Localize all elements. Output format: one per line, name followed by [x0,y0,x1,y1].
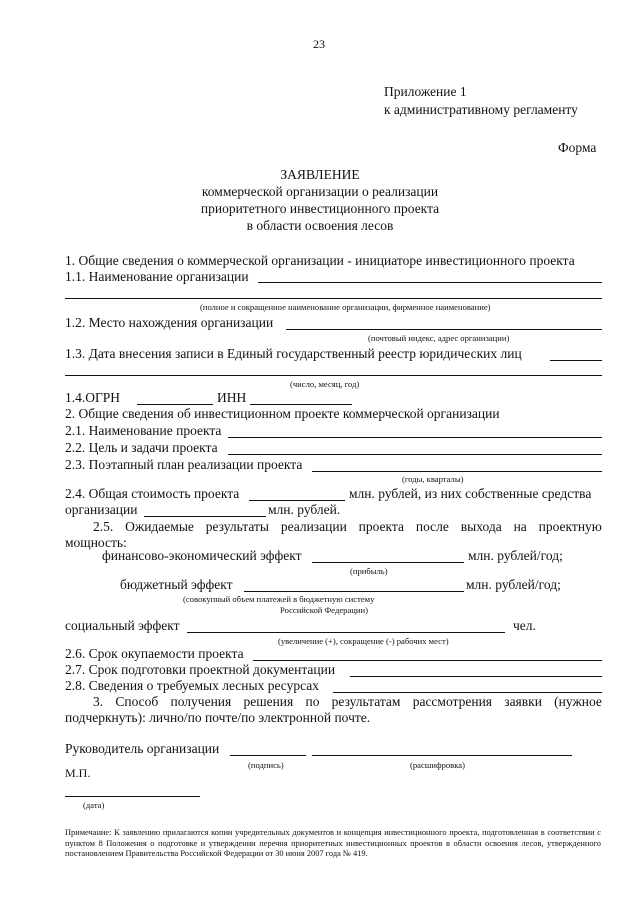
page-number: 23 [313,37,325,51]
ogrn-line [137,404,213,405]
project-cost-line [249,500,345,501]
document-title: ЗАЯВЛЕНИЕ [280,167,360,182]
financial-effect-line [312,562,464,563]
appendix-number: Приложение 1 [384,84,467,99]
word: 3. [93,694,104,709]
social-effect-label: социальный эффект [65,618,180,633]
inn-label: ИНН [217,390,247,405]
title-line-3: приоритетного инвестиционного проекта [200,201,440,216]
appendix-reference: к административному регламенту [384,102,578,117]
word: выхода [460,519,502,534]
inn-line [250,404,352,405]
word: получения [170,694,232,709]
project-cost-suffix: млн. рублей, из них собственные средства [349,486,592,501]
word: (нужное [554,694,602,709]
word: Ожидаемые [125,519,194,534]
section2-heading: 2. Общие сведения об инвестиционном проекте коммерческой организации [65,406,500,421]
org-location-hint: (почтовый индекс, адрес организации) [368,333,510,343]
date-line [65,796,200,797]
social-effect-hint: (увеличение (+), сокращение (-) рабочих мест) [278,636,449,646]
org-name-hint: (полное и сокращенное наименование организации, фирменное наименование) [200,302,491,312]
word: проектную [538,519,602,534]
social-effect-unit: чел. [513,618,536,633]
project-plan-hint: (годы, кварталы) [402,474,464,484]
word: решения [243,694,294,709]
decision-method-label [65,694,602,710]
financial-effect-unit: млн. рублей/год; [468,548,563,563]
documentation-period-line [350,676,602,677]
registry-date-line-2 [65,375,602,376]
project-goals-line [228,454,602,455]
org-location-label: 1.2. Место нахождения организации [65,315,274,330]
signature-hint: (подпись) [248,760,284,770]
budget-effect-label: бюджетный эффект [120,577,233,592]
date-hint: (дата) [83,800,105,810]
word: 2.5. [93,519,114,534]
org-name-label: 1.1. Наименование организации [65,269,249,284]
own-funds-unit: млн. рублей. [268,502,341,517]
word: результаты [205,519,269,534]
registry-date-hint: (число, месяц, год) [290,379,360,389]
expected-results-label [65,519,602,535]
forest-resources-label: 2.8. Сведения о требуемых лесных ресурсах [65,678,319,693]
org-name-line [258,282,602,283]
documentation-period-label: 2.7. Срок подготовки проектной документации [65,662,336,677]
project-name-label: 2.1. Наименование проекта [65,423,222,438]
project-plan-line [312,471,602,472]
budget-effect-hint-2: Российской Федерации) [280,605,368,615]
footnote: Примечание: К заявлению прилагаются копии учредительных документов и концепция инвестиционного проекта, подготовленная в соответствии с пунктом 8 Положения о подготовке и утверждении перечня приоритетных инвестиционных проектов в области освоения лесов, утвержденного постановлением Правительства Российской Федерации от 30 июня 2007 года № 419. [65,828,601,858]
capacity-label: мощность: [65,535,127,550]
word: заявки [504,694,542,709]
head-of-organization-label: Руководитель организации [65,741,220,756]
section1-heading: 1. Общие сведения о коммерческой организации - инициаторе инвестиционного проекта [65,253,575,268]
title-line-2: коммерческой организации о реализации [201,184,439,199]
project-cost-label: 2.4. Общая стоимость проекта [65,486,240,501]
signature-line [230,755,306,756]
own-funds-line [144,516,266,517]
social-effect-line [187,632,505,633]
budget-effect-line [244,591,464,592]
registry-date-label: 1.3. Дата внесения записи в Единый государственный реестр юридических лиц [65,346,522,361]
project-goals-label: 2.2. Цель и задачи проекта [65,440,218,455]
budget-effect-unit: млн. рублей/год; [466,577,561,592]
word: рассмотрения [412,694,493,709]
own-funds-label: организации [65,502,138,517]
decode-hint: (расшифровка) [410,760,465,770]
decision-method-options: подчеркнуть): лично/по почте/по электронной почте. [65,710,371,725]
org-name-line-2 [65,298,602,299]
title-line-4: в области освоения лесов [246,218,394,233]
ogrn-label: 1.4.ОГРН [65,390,121,405]
financial-effect-hint: (прибыль) [350,566,388,576]
org-location-line [286,329,602,330]
financial-effect-label: финансово-экономический эффект [102,548,302,563]
project-plan-label: 2.3. Поэтапный план реализации проекта [65,457,303,472]
word: по [305,694,320,709]
word: на [513,519,527,534]
registry-date-line [550,360,602,361]
payback-line [253,660,602,661]
budget-effect-hint: (совокупный объем платежей в бюджетную систему [183,594,375,604]
payback-label: 2.6. Срок окупаемости проекта [65,646,244,661]
word: реализации [280,519,347,534]
word: Способ [115,694,159,709]
stamp-label: М.П. [65,766,91,780]
forest-resources-line [333,692,602,693]
word: проекта [358,519,404,534]
project-name-line [228,437,602,438]
word: результатам [331,694,401,709]
signature-decode-line [312,755,572,756]
form-label: Форма [558,140,597,155]
word: после [415,519,449,534]
